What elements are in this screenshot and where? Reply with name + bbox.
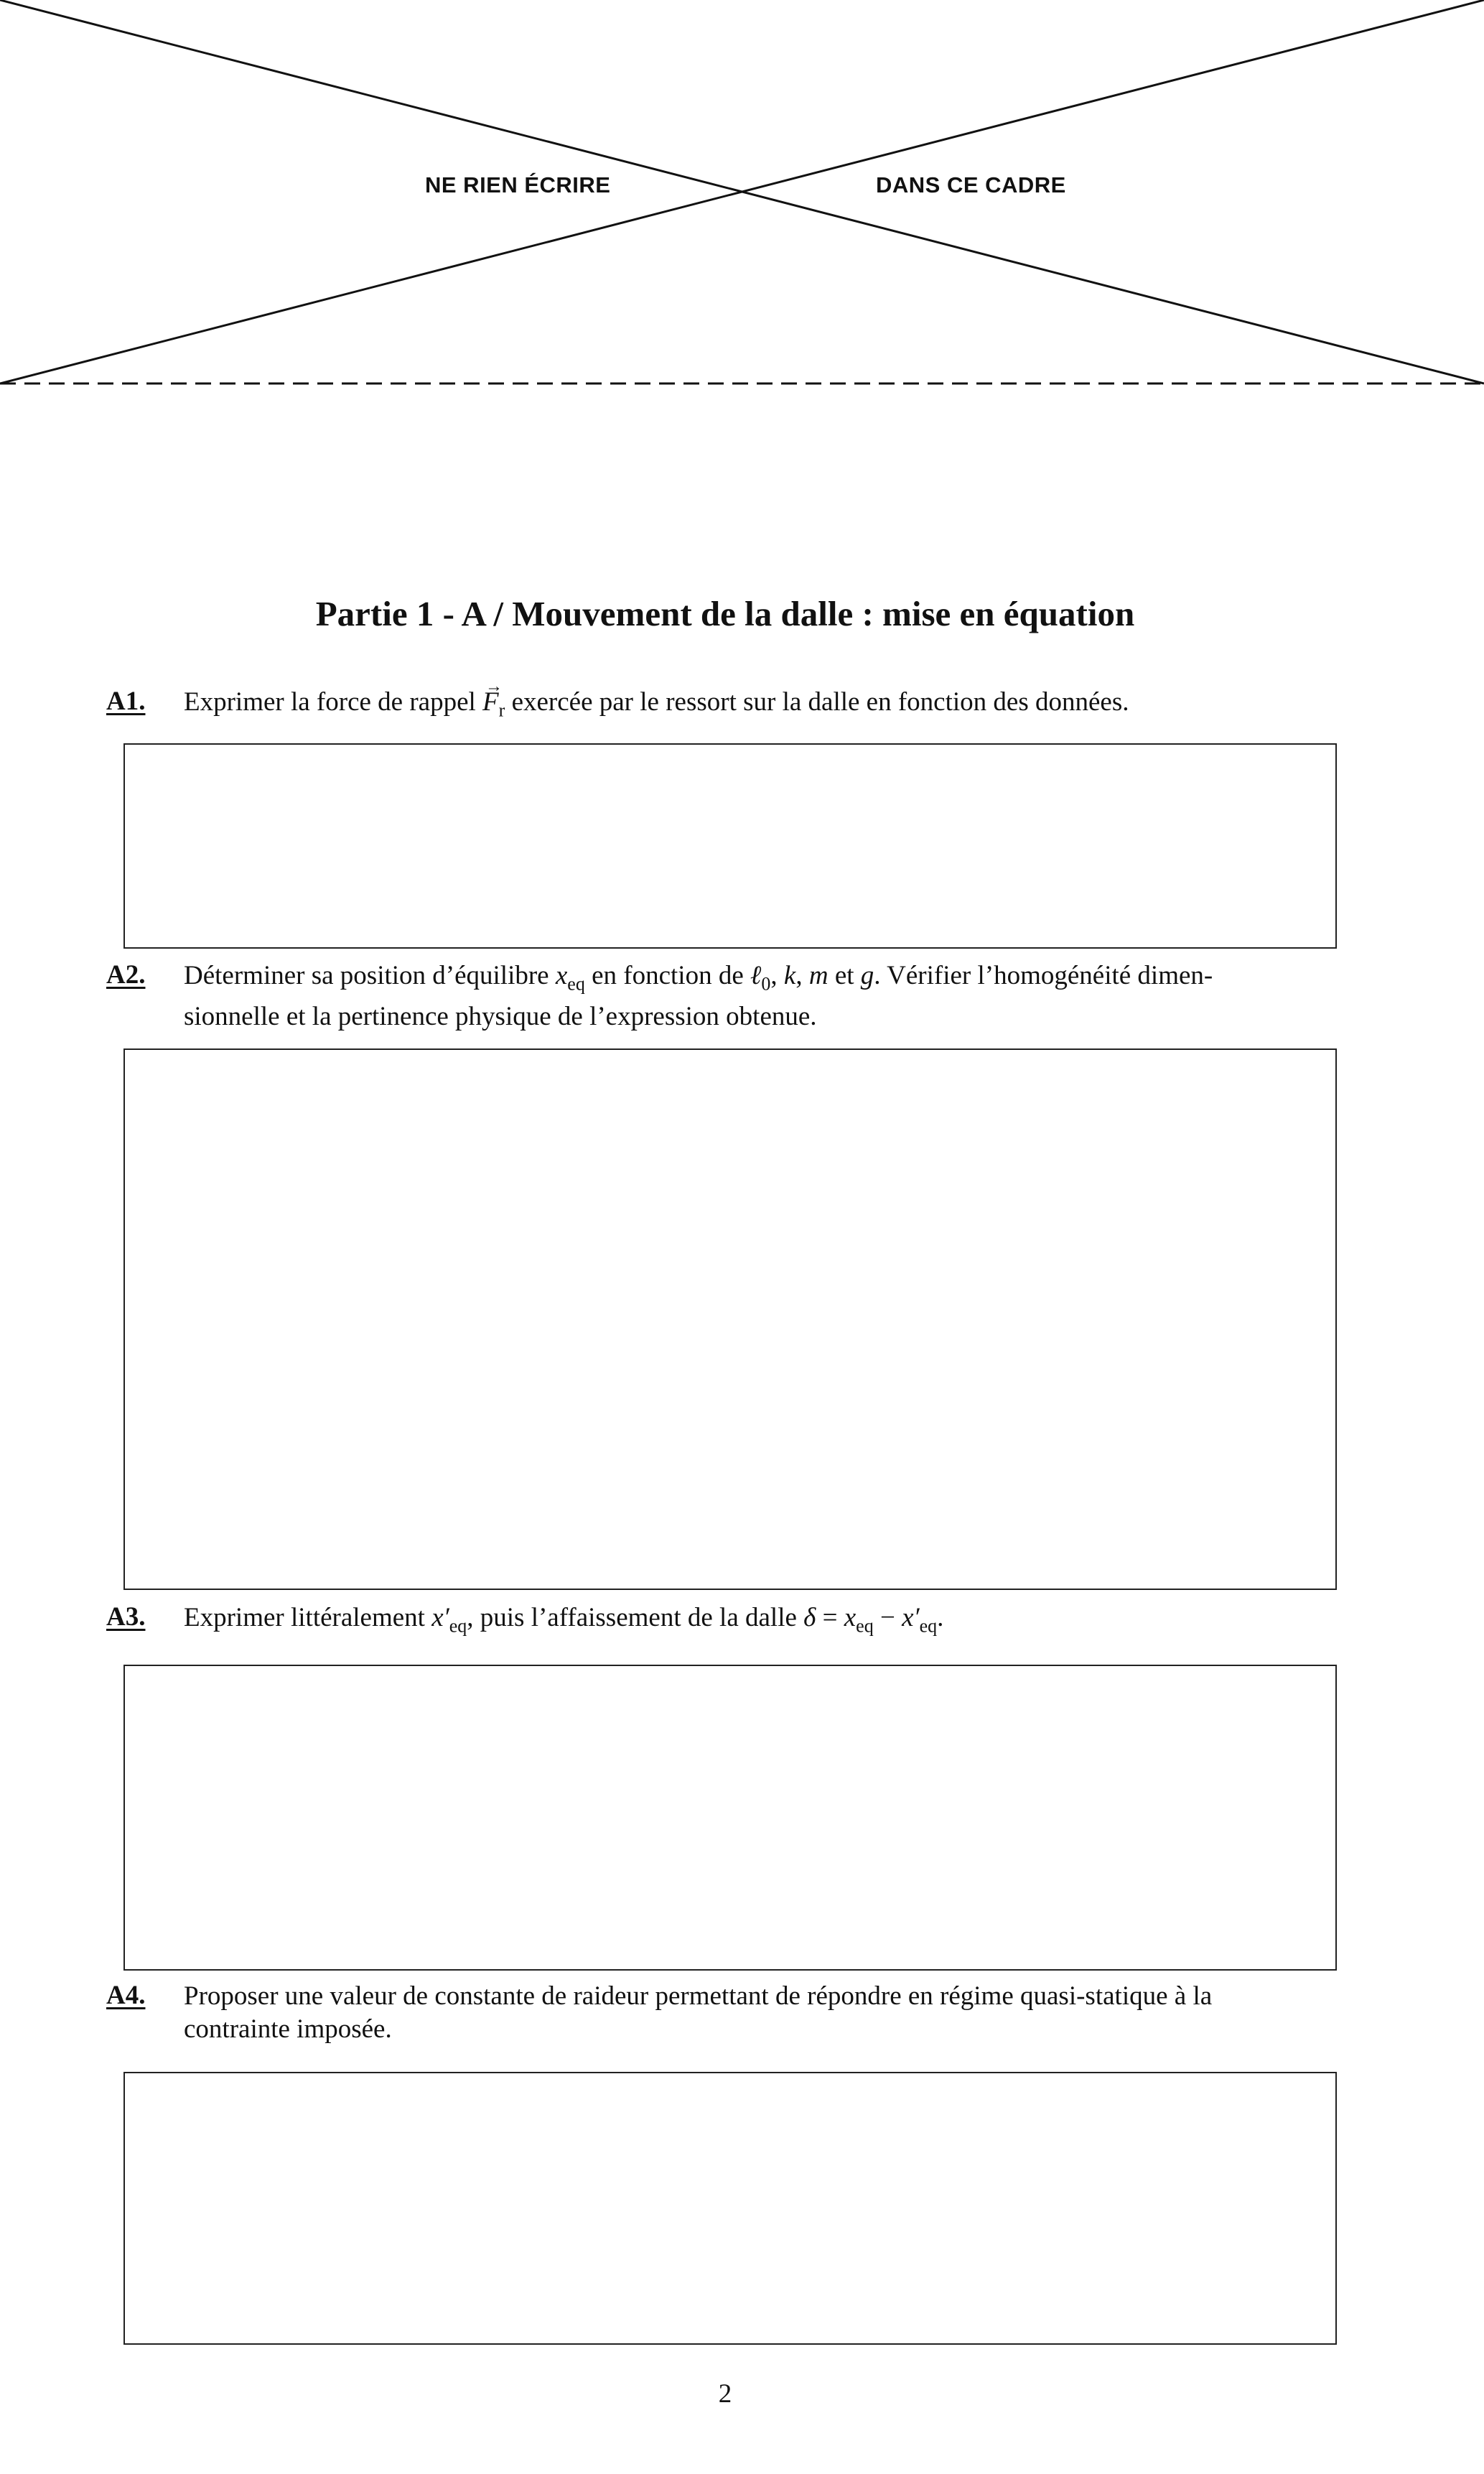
page-number: 2 <box>718 2379 732 2409</box>
question-number-a2: A2. <box>106 960 146 990</box>
answer-box-a3[interactable] <box>123 1665 1337 1971</box>
question-number-a3: A3. <box>106 1602 146 1632</box>
question-text-a4: Proposer une valeur de constante de raideur permettant de répondre en régime quasi-statique à la contrainte imposée. <box>184 1981 1213 2044</box>
answer-box-a2[interactable] <box>123 1048 1337 1590</box>
no-write-label-left: NE RIEN ÉCRIRE <box>425 172 611 197</box>
force-vector-symbol: → F <box>482 686 499 719</box>
question-number-a1: A1. <box>106 687 146 716</box>
question-text-a1: Exprimer la force de rappel → $F_r$ exercée par le ressort sur la dalle en fonction des données. <box>184 686 1350 727</box>
section-title: Partie 1 - A / Mouvement de la dalle : mise en équation <box>315 594 1135 633</box>
no-write-label-right: DANS CE CADRE <box>876 172 1066 197</box>
no-write-zone <box>0 0 1484 402</box>
answer-box-a1[interactable] <box>123 743 1337 949</box>
answer-box-a4[interactable] <box>123 2072 1337 2345</box>
question-text-a3: Exprimer littéralement $x'_{eq}$, puis l’affaissement de la dalle $\delta = x_{eq} - x'_{eq}$. <box>184 1603 944 1637</box>
question-text-a2: Déterminer sa position d’équilibre $x_{eq}$ en fonction de ℓ$_0$, k, m et g. Vérifier l’homogénéité dimen- sionnelle et la pertinence physique de l’expression obtenue. <box>184 961 1213 1032</box>
question-number-a4: A4. <box>106 1981 146 2010</box>
